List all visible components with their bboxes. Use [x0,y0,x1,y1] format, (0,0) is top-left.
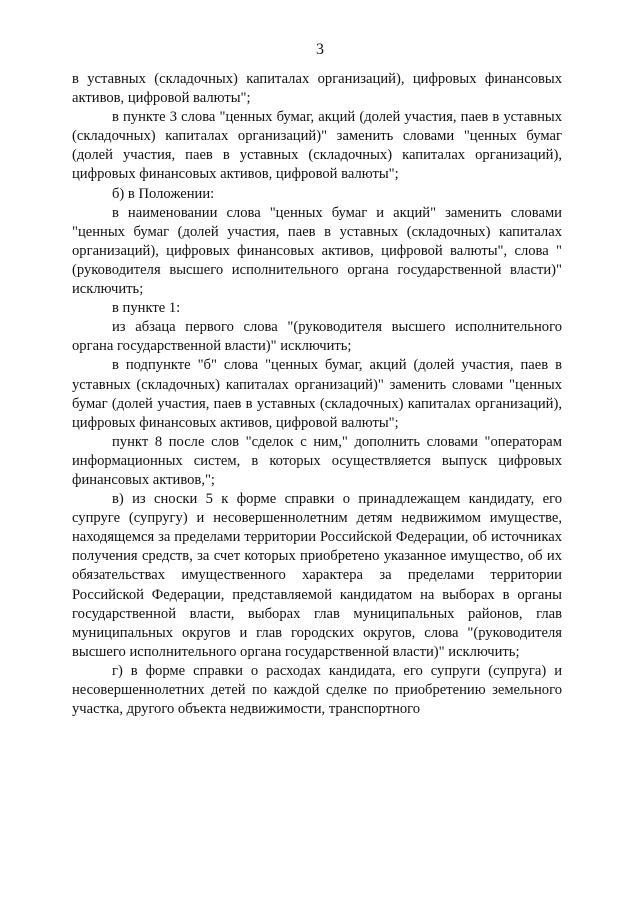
paragraph: в) из сноски 5 к форме справки о принадлежащем кандидату, его супруге (супругу) и несовершеннолетним детям недвижимом имуществе, находящемся за пределами территории Российской Федерации, об источниках получения средств, за счет которых приобретено указанное имущество, об их обязательствах имущественного характера за пределами территории Российской Федерации, представляемой кандидатом на выборах в органы государственной власти, выборах глав муниципальных районов, глав муниципальных округов и глав городских округов, слова "(руководителя высшего исполнительного органа государственной власти)" исключить; [72,491,562,660]
paragraph: из абзаца первого слова "(руководителя высшего исполнительного органа государственной власти)" исключить; [72,319,562,355]
paragraph: в пункте 1: [112,300,181,317]
document-body [72,70,562,719]
paragraph: в наименовании слова "ценных бумаг и акций" заменить словами "ценных бумаг (долей участия, паев в уставных (складочных) капиталах организаций), цифровых финансовых активов, цифровой валюты", слова "(руководителя высшего исполнительного органа государственной власти)" исключить; [72,204,562,298]
paragraph: в пункте 3 слова "ценных бумаг, акций (долей участия, паев в уставных (складочных) капиталах организаций)" заменить словами "ценных бумаг (долей участия, паев в уставных (складочных) капиталах организаций), цифровых финансовых активов, цифровой валюты"; [72,109,562,183]
page-number: 3 [316,41,324,58]
paragraph: в подпункте "б" слова "ценных бумаг, акций (долей участия, паев в уставных (складочных) капиталах организаций)" заменить словами "ценных бумаг (долей участия, паев в уставных (складочных) капиталах организаций), цифровых финансовых активов, цифровой валюты"; [72,357,562,431]
paragraph: б) в Положении: [112,185,215,202]
paragraph: г) в форме справки о расходах кандидата, его супруги (супруга) и несовершеннолетних детей по каждой сделке по приобретению земельного участка, другого объекта недвижимости, транспортного [72,662,562,718]
paragraph: пункт 8 после слов "сделок с ним," дополнить словами "операторам информационных систем, в которых осуществляется выпуск цифровых финансовых активов,"; [72,433,562,488]
paragraph: в уставных (складочных) капиталах организаций), цифровых финансовых активов, цифровой валюты"; [72,71,562,107]
